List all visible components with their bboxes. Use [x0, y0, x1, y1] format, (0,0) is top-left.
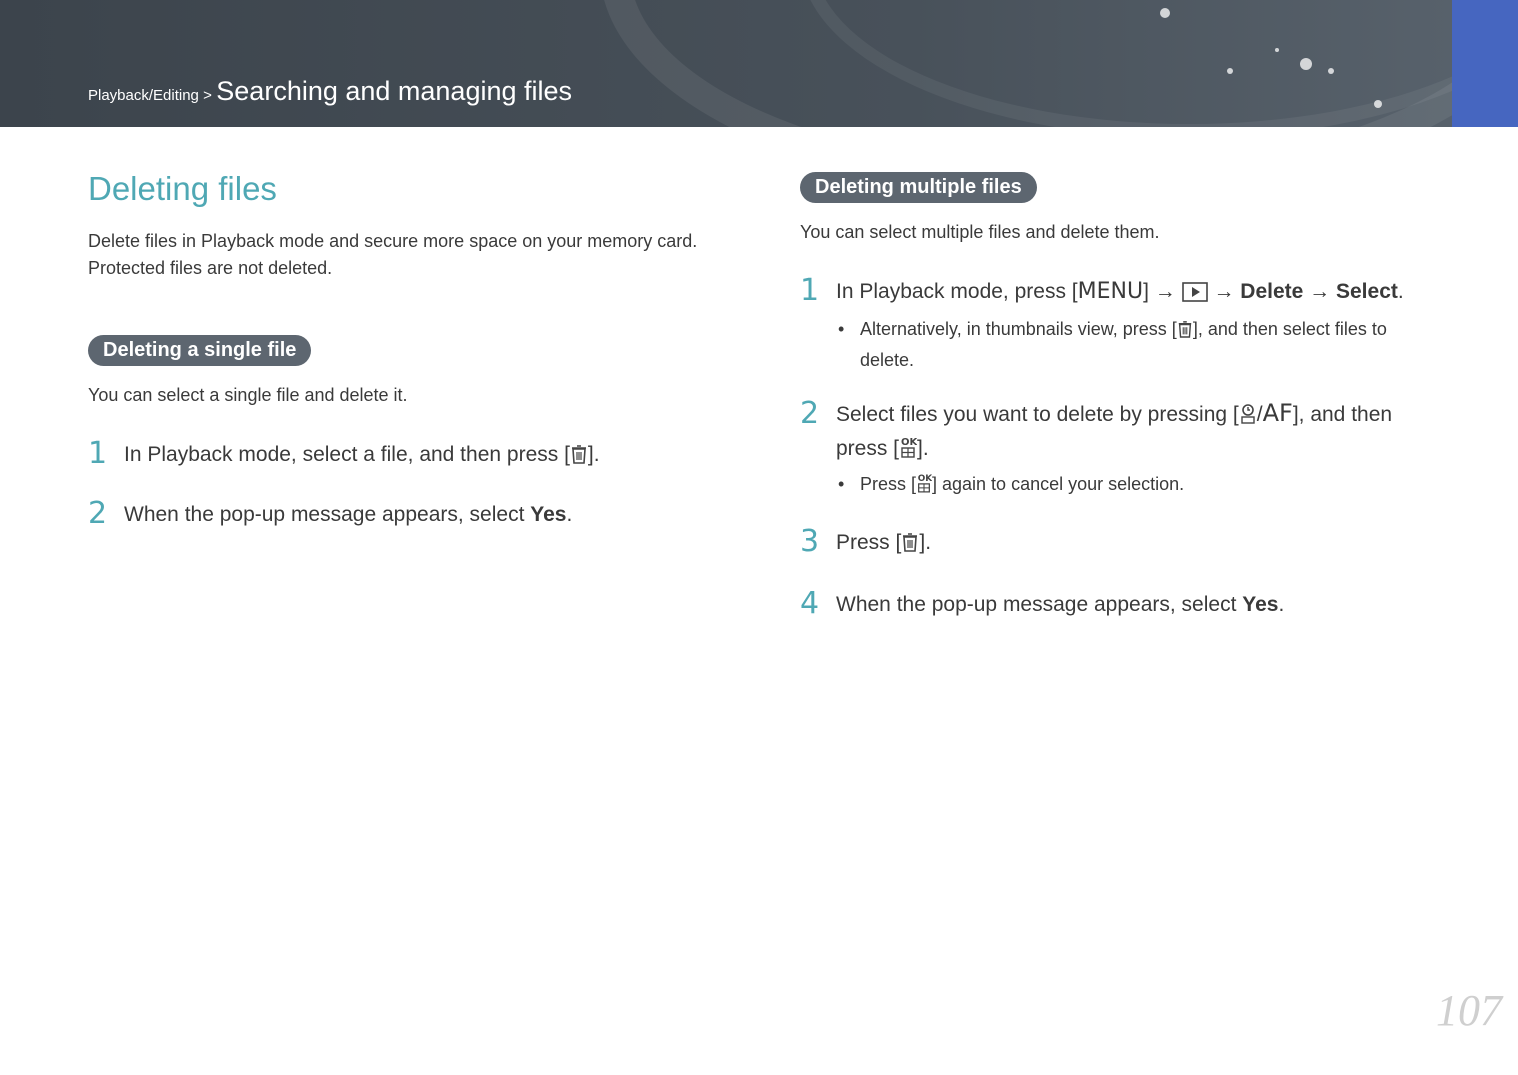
- step-number: 3: [800, 524, 820, 559]
- header-sparkle: [1275, 48, 1279, 52]
- step-text: When the pop-up message appears, select: [836, 593, 1243, 616]
- page-number: 107: [1436, 986, 1502, 1035]
- step-text-end: .: [1397, 280, 1404, 303]
- bullet-alternative: • Alternatively, in thumbnails view, press [ ], and then select files to delete.: [838, 319, 1387, 370]
- step-text-end: .: [1278, 593, 1285, 616]
- step-text: When the pop-up message appears, select: [124, 503, 531, 526]
- step-number: 1: [88, 436, 108, 471]
- timer-icon: [1239, 403, 1257, 434]
- step-text: Select files you want to delete by pressing [: [836, 403, 1239, 426]
- step-number: 1: [800, 273, 820, 308]
- step-multi-2: 2 Select files you want to delete by pressing [ /AF], and then press [ OK ].: [800, 398, 1392, 468]
- menu-button-label: MENU: [1077, 279, 1144, 304]
- bullet-text: Alternatively, in thumbnails view, press [: [860, 319, 1177, 339]
- bullet-text-end: ], and then select files to: [1192, 319, 1387, 339]
- step-text-end: ].: [919, 531, 932, 554]
- subsection-heading-multiple: Deleting multiple files: [800, 172, 1037, 203]
- select-keyword: Select: [1336, 280, 1398, 303]
- svg-text:OK: OK: [901, 437, 918, 448]
- delete-keyword: Delete: [1240, 280, 1304, 303]
- header-sparkle: [1160, 8, 1170, 18]
- breadcrumb-title: Searching and managing files: [216, 76, 573, 106]
- trash-icon: [1177, 319, 1193, 347]
- step-number: 2: [88, 496, 108, 531]
- arrow: →: [1309, 280, 1331, 303]
- header-sparkle: [1227, 68, 1233, 74]
- trash-icon: [901, 531, 919, 559]
- step-text-line2-end: ].: [917, 437, 929, 460]
- intro-text: Delete files in Playback mode and secure more space on your memory card. Protected files are not deleted.: [88, 231, 698, 278]
- bullet-text: Press [: [860, 474, 917, 494]
- step-multi-3: [800, 524, 931, 559]
- header-sparkle: [1374, 100, 1382, 108]
- step-text: In Playback mode, press [: [836, 280, 1078, 303]
- header-tab: [1452, 0, 1518, 127]
- ok-icon: [899, 435, 917, 468]
- step-single-2: [88, 496, 572, 531]
- trash-icon: [570, 443, 588, 471]
- playback-icon: [1182, 282, 1208, 308]
- step-text-end: .: [566, 503, 573, 526]
- single-intro: You can select a single file and delete it.: [88, 385, 408, 405]
- subsection-heading-single: Deleting a single file: [88, 335, 311, 366]
- header-banner: [0, 0, 1518, 127]
- arrow: →: [1213, 280, 1235, 303]
- header-sparkle: [1300, 58, 1312, 70]
- step-number: 2: [800, 396, 820, 431]
- multiple-intro: You can select multiple files and delete them.: [800, 222, 1160, 242]
- yes-keyword: Yes: [530, 503, 567, 526]
- ok-icon: [916, 472, 932, 502]
- step-multi-1: 1 In Playback mode, press [MENU] → → Delete → Select.: [800, 273, 1404, 308]
- header-sparkle: [1328, 68, 1334, 74]
- step-text-end: ].: [587, 443, 600, 466]
- step-number: 4: [800, 586, 820, 621]
- step-text: Press [: [836, 531, 902, 554]
- yes-keyword: Yes: [1242, 593, 1279, 616]
- breadcrumb-section[interactable]: Playback/Editing >: [88, 87, 212, 104]
- svg-text:OK: OK: [917, 474, 933, 485]
- step-multi-4: [800, 586, 1284, 621]
- bullet-text-end: ] again to cancel your selection.: [932, 474, 1185, 494]
- af-button-label: AF: [1262, 399, 1293, 427]
- step-text: In Playback mode, select a file, and then press [: [124, 443, 570, 466]
- step-text-line2: press [: [836, 437, 900, 460]
- bullet-cancel: • Press [ OK ] again to cancel your selection.: [838, 471, 1184, 502]
- arrow: →: [1154, 280, 1176, 303]
- breadcrumb: [88, 76, 572, 107]
- bullet-text-line2: delete.: [860, 350, 915, 370]
- page-title: Deleting files: [88, 170, 277, 207]
- step-single-1: [88, 436, 600, 471]
- step-text-end: ], and then: [1292, 403, 1393, 426]
